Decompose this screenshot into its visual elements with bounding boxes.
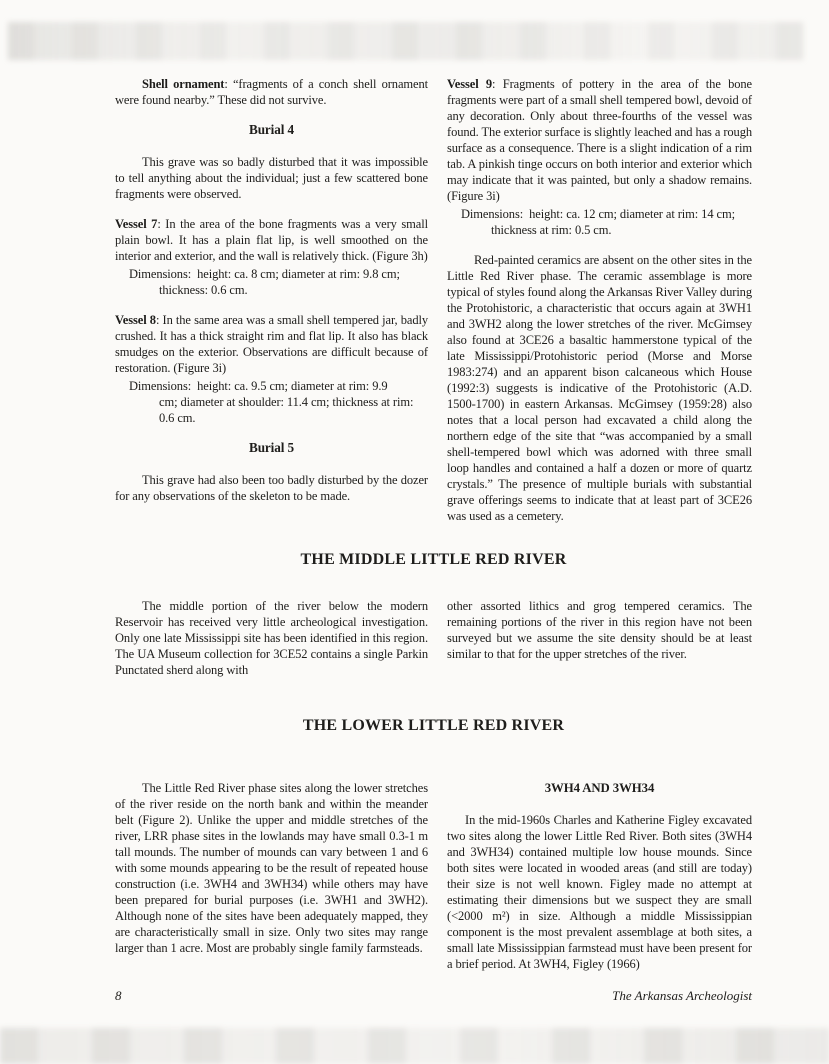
vessel-8-paragraph (115, 312, 428, 376)
right-column (447, 598, 752, 692)
middle-river-heading: THE MIDDLE LITTLE RED RIVER (300, 551, 567, 568)
page-footer (115, 988, 752, 1004)
vessel-8-label: Vessel 8 (115, 313, 156, 327)
left-column (115, 76, 428, 538)
dimension-line: Dimensions: height: ca. 8 cm; diameter at rim: 9.8 cm; (129, 267, 400, 281)
vessel-7-paragraph (115, 216, 428, 264)
lower-river-left-paragraph: The Little Red River phase sites along the lower stretches of the river reside on the north bank and within the meander belt (Figure 2). Unlike the upper and middle stretches of the river, LRR phase sites in the lowlands may have small 0.3-1 m tall mounds. The number of mounds can vary between 1 and 6 with some mounds appearing to be the result of repeated house construction (i.e. 3WH4 and 3WH34) while others may have been prepared for burial purposes (i.e. 3WH1 and 3WH2). Although none of the sites have been adequately mapped, they are characteristically small in size. Only two sites may range larger than 1 acre. Most are probably single family farmsteads. (115, 781, 428, 955)
burials-section (115, 76, 752, 538)
lower-river-heading: THE LOWER LITTLE RED RIVER (302, 717, 565, 734)
vessel-9-paragraph (447, 76, 752, 204)
scan-artifact-top (8, 22, 804, 60)
scan-artifact-bottom (0, 1028, 829, 1064)
dimension-line: Dimensions: height: ca. 12 cm; diameter at rim: 14 cm; (461, 207, 735, 221)
dimension-line: thickness: 0.6 cm. (159, 283, 248, 297)
vessel-7-dimensions (115, 266, 428, 298)
vessel-7-label: Vessel 7 (115, 217, 158, 231)
vessel-9-dimensions (447, 206, 752, 238)
lower-river-section (115, 780, 752, 986)
red-painted-paragraph: Red-painted ceramics are absent on the other sites in the Little Red River phase. The ceramic assemblage is more typical of styles found along the Arkansas River Valley during the Protohistoric, a characteristic that occurs again at 3WH1 and 3WH2 along the lower stretches of the river. McGimsey also found at 3CE26 a basaltic hammerstone typical of the late Mississippi/Protohistoric period (Morse and Morse 1983:274) and an apparent bison calcaneous which House (1992:3) suggests is indicative of the Protohistoric (A.D. 1500-1700) in eastern Arkansas. McGimsey (1959:28) also notes that a local person had excavated a child along the northern edge of the site that “was accompanied by a small shell-tempered bowl which was adorned with three small loop handles and contained a half a dozen or more of quartz crystals.” The presence of multiple burials with substantial grave offerings seems to indicate that at least part of 3CE26 was used as a cemetery. (447, 253, 752, 523)
shell-ornament-label: Shell ornament (142, 77, 225, 91)
lower-river-right-paragraph: In the mid-1960s Charles and Katherine Figley excavated two sites along the lower Little Red River. Both sites (3WH4 and 3WH34) contained multiple low house mounds. Since both sites were located in wooded areas (and still are today) their size is not well known. Figley made no attempt at estimating their dimensions but we suspect they are small (<2000 m²) in size. Although a middle Mississippian component is the most prevalent assemblage at both sites, a small late Mississippian farmstead must have been present for a brief period. At 3WH4, Figley (1966) (447, 813, 752, 971)
right-column (447, 76, 752, 538)
dimension-line: Dimensions: height: ca. 9.5 cm; diameter at rim: 9.9 (129, 379, 388, 393)
middle-river-right-paragraph: other assorted lithics and grog tempered ceramics. The remaining portions of the river in this region have not been surveyed but we assume the site density should be at least similar to that for the upper stretches of the river. (447, 599, 752, 661)
left-column (115, 780, 428, 986)
vessel-9-text: : Fragments of pottery in the area of the bone fragments were part of a small shell tempered bowl, devoid of any decoration. Only about three-fourths of the vessel was found. The exterior surface is slightly leached and has a rough surface as a consequence. There is a slight indication of a rim tab. A pinkish tinge occurs on both interior and exterior which may indicate that it was painted, but only a shadow remains. (Figure 3i) (447, 77, 752, 203)
burial-4-heading: Burial 4 (249, 122, 294, 137)
burial-5-heading: Burial 5 (249, 440, 294, 455)
page-number: 8 (115, 988, 122, 1003)
left-column (115, 598, 428, 692)
sites-3wh4-3wh34-subheading: 3WH4 AND 3WH34 (544, 781, 655, 795)
vessel-7-text: : In the area of the bone fragments was a very small plain bowl. It has a plain flat lip, is well smoothed on the interior and exterior, and the wall is relatively thick. (Figure 3h) (115, 217, 428, 263)
dimension-line: 0.6 cm. (159, 411, 196, 425)
middle-river-left-paragraph: The middle portion of the river below the modern Reservoir has received very little archeological investigation. Only one late Mississippi site has been identified in this region. The UA Museum collection for 3CE52 contains a single Parkin Punctated sherd along with (115, 599, 428, 677)
shell-ornament-text: : “fragments of a conch shell ornament were found nearby.” These did not survive. (115, 77, 428, 107)
journal-title: The Arkansas Archeologist (612, 988, 752, 1003)
middle-river-section (115, 598, 752, 692)
vessel-8-dimensions (115, 378, 428, 426)
right-column (447, 780, 752, 986)
burial-4-paragraph: This grave was so badly disturbed that it was impossible to tell anything about the individual; just a few scattered bone fragments were observed. (115, 155, 428, 201)
vessel-8-text: : In the same area was a small shell tempered jar, badly crushed. It has a thick straight rim and flat lip. It also has black smudges on the exterior. Observations are difficult because of restoration. (Figure 3i) (115, 313, 428, 375)
page-content (115, 76, 752, 986)
shell-ornament-paragraph (115, 76, 428, 108)
vessel-9-label: Vessel 9 (447, 77, 493, 91)
dimension-line: thickness at rim: 0.5 cm. (491, 223, 612, 237)
dimension-line: cm; diameter at shoulder: 11.4 cm; thickness at rim: (159, 395, 414, 409)
burial-5-paragraph: This grave had also been too badly disturbed by the dozer for any observations of the skeleton to be made. (115, 473, 428, 503)
